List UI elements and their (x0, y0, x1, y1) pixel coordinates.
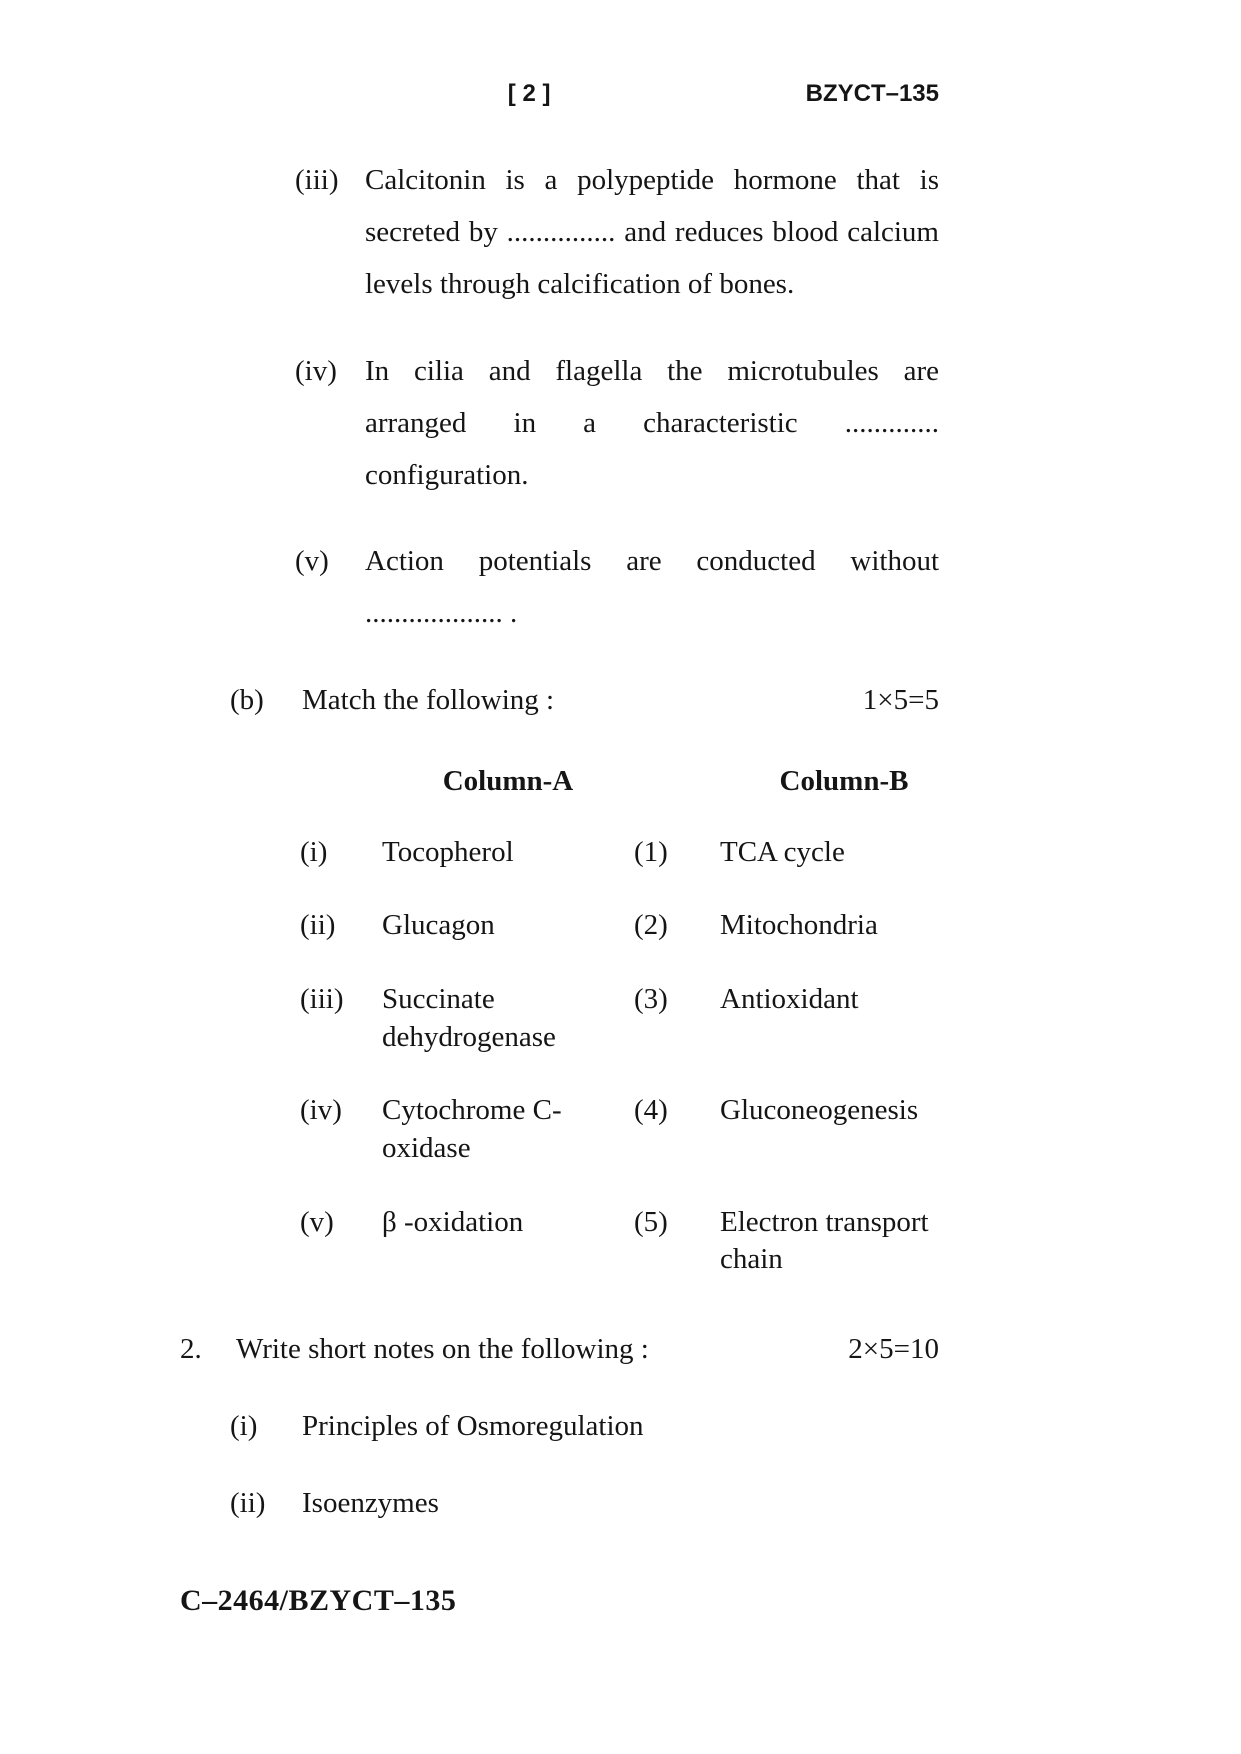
part-title: Match the following : (302, 683, 555, 716)
match-row-b-num: (2) (634, 909, 668, 942)
match-row-b: TCA cycle (720, 835, 845, 868)
item-label: (iv) (295, 354, 337, 387)
question-number: 2. (180, 1333, 202, 1365)
page-number: [ 2 ] (507, 80, 551, 107)
item-label: (ii) (230, 1487, 266, 1519)
question-2-heading (180, 1333, 939, 1366)
item-text: Calcitonin is a polypeptide hormone that is secreted by ............... and reduces blood calcium levels through calcification of bones. (365, 164, 939, 301)
item-label: (iii) (295, 164, 339, 196)
question-2-item-i (230, 1410, 939, 1443)
column-a-header: Column-A (442, 764, 574, 797)
footer-paper-code: C–2464/BZYCT–135 (180, 1584, 457, 1617)
match-row-a: Cytochrome C-oxidase (382, 1094, 562, 1164)
item-text: Principles of Osmoregulation (302, 1410, 644, 1442)
match-row-a-num: (i) (300, 835, 328, 868)
match-row-a-num: (iii) (300, 982, 344, 1015)
question-2-item-ii (230, 1487, 939, 1520)
match-row-a: Tocopherol (382, 835, 514, 868)
marks-value: 2×5=10 (848, 1333, 939, 1365)
fill-blank-item-iv (295, 345, 939, 502)
match-row-b: Mitochondria (720, 909, 878, 942)
part-label: (b) (230, 683, 264, 716)
item-text: In cilia and flagella the microtubules are arranged in a characteristic ............. configuration. (365, 354, 939, 491)
column-b-header: Column-B (779, 764, 909, 797)
match-row-a: β -oxidation (382, 1205, 524, 1238)
match-table (300, 765, 939, 1280)
fill-blank-item-v (295, 535, 939, 639)
match-row-a-num: (v) (300, 1205, 334, 1238)
match-row-b-num: (4) (634, 1094, 668, 1127)
match-row-a-num: (ii) (300, 909, 336, 942)
question-text: Write short notes on the following : (236, 1333, 649, 1365)
match-row-b: Antioxidant (720, 982, 859, 1015)
item-text: Action potentials are conducted without ................... . (365, 545, 939, 630)
match-row-b-num: (3) (634, 982, 668, 1015)
match-row-b: Electron transport chain (720, 1205, 929, 1276)
match-row-b-num: (1) (634, 835, 668, 868)
page-header (180, 80, 939, 112)
paper-code: BZYCT–135 (805, 80, 939, 107)
match-row-b-num: (5) (634, 1205, 668, 1238)
item-label: (i) (230, 1410, 258, 1442)
item-text: Isoenzymes (302, 1487, 439, 1519)
match-row-b: Gluconeogenesis (720, 1094, 919, 1127)
marks-value: 1×5=5 (862, 683, 939, 716)
part-b-heading (230, 684, 939, 717)
item-label: (v) (295, 545, 329, 578)
match-row-a: Succinate dehydrogenase (382, 982, 556, 1053)
match-row-a: Glucagon (382, 909, 495, 942)
match-row-a-num: (iv) (300, 1094, 342, 1127)
fill-blank-item-iii (295, 154, 939, 311)
